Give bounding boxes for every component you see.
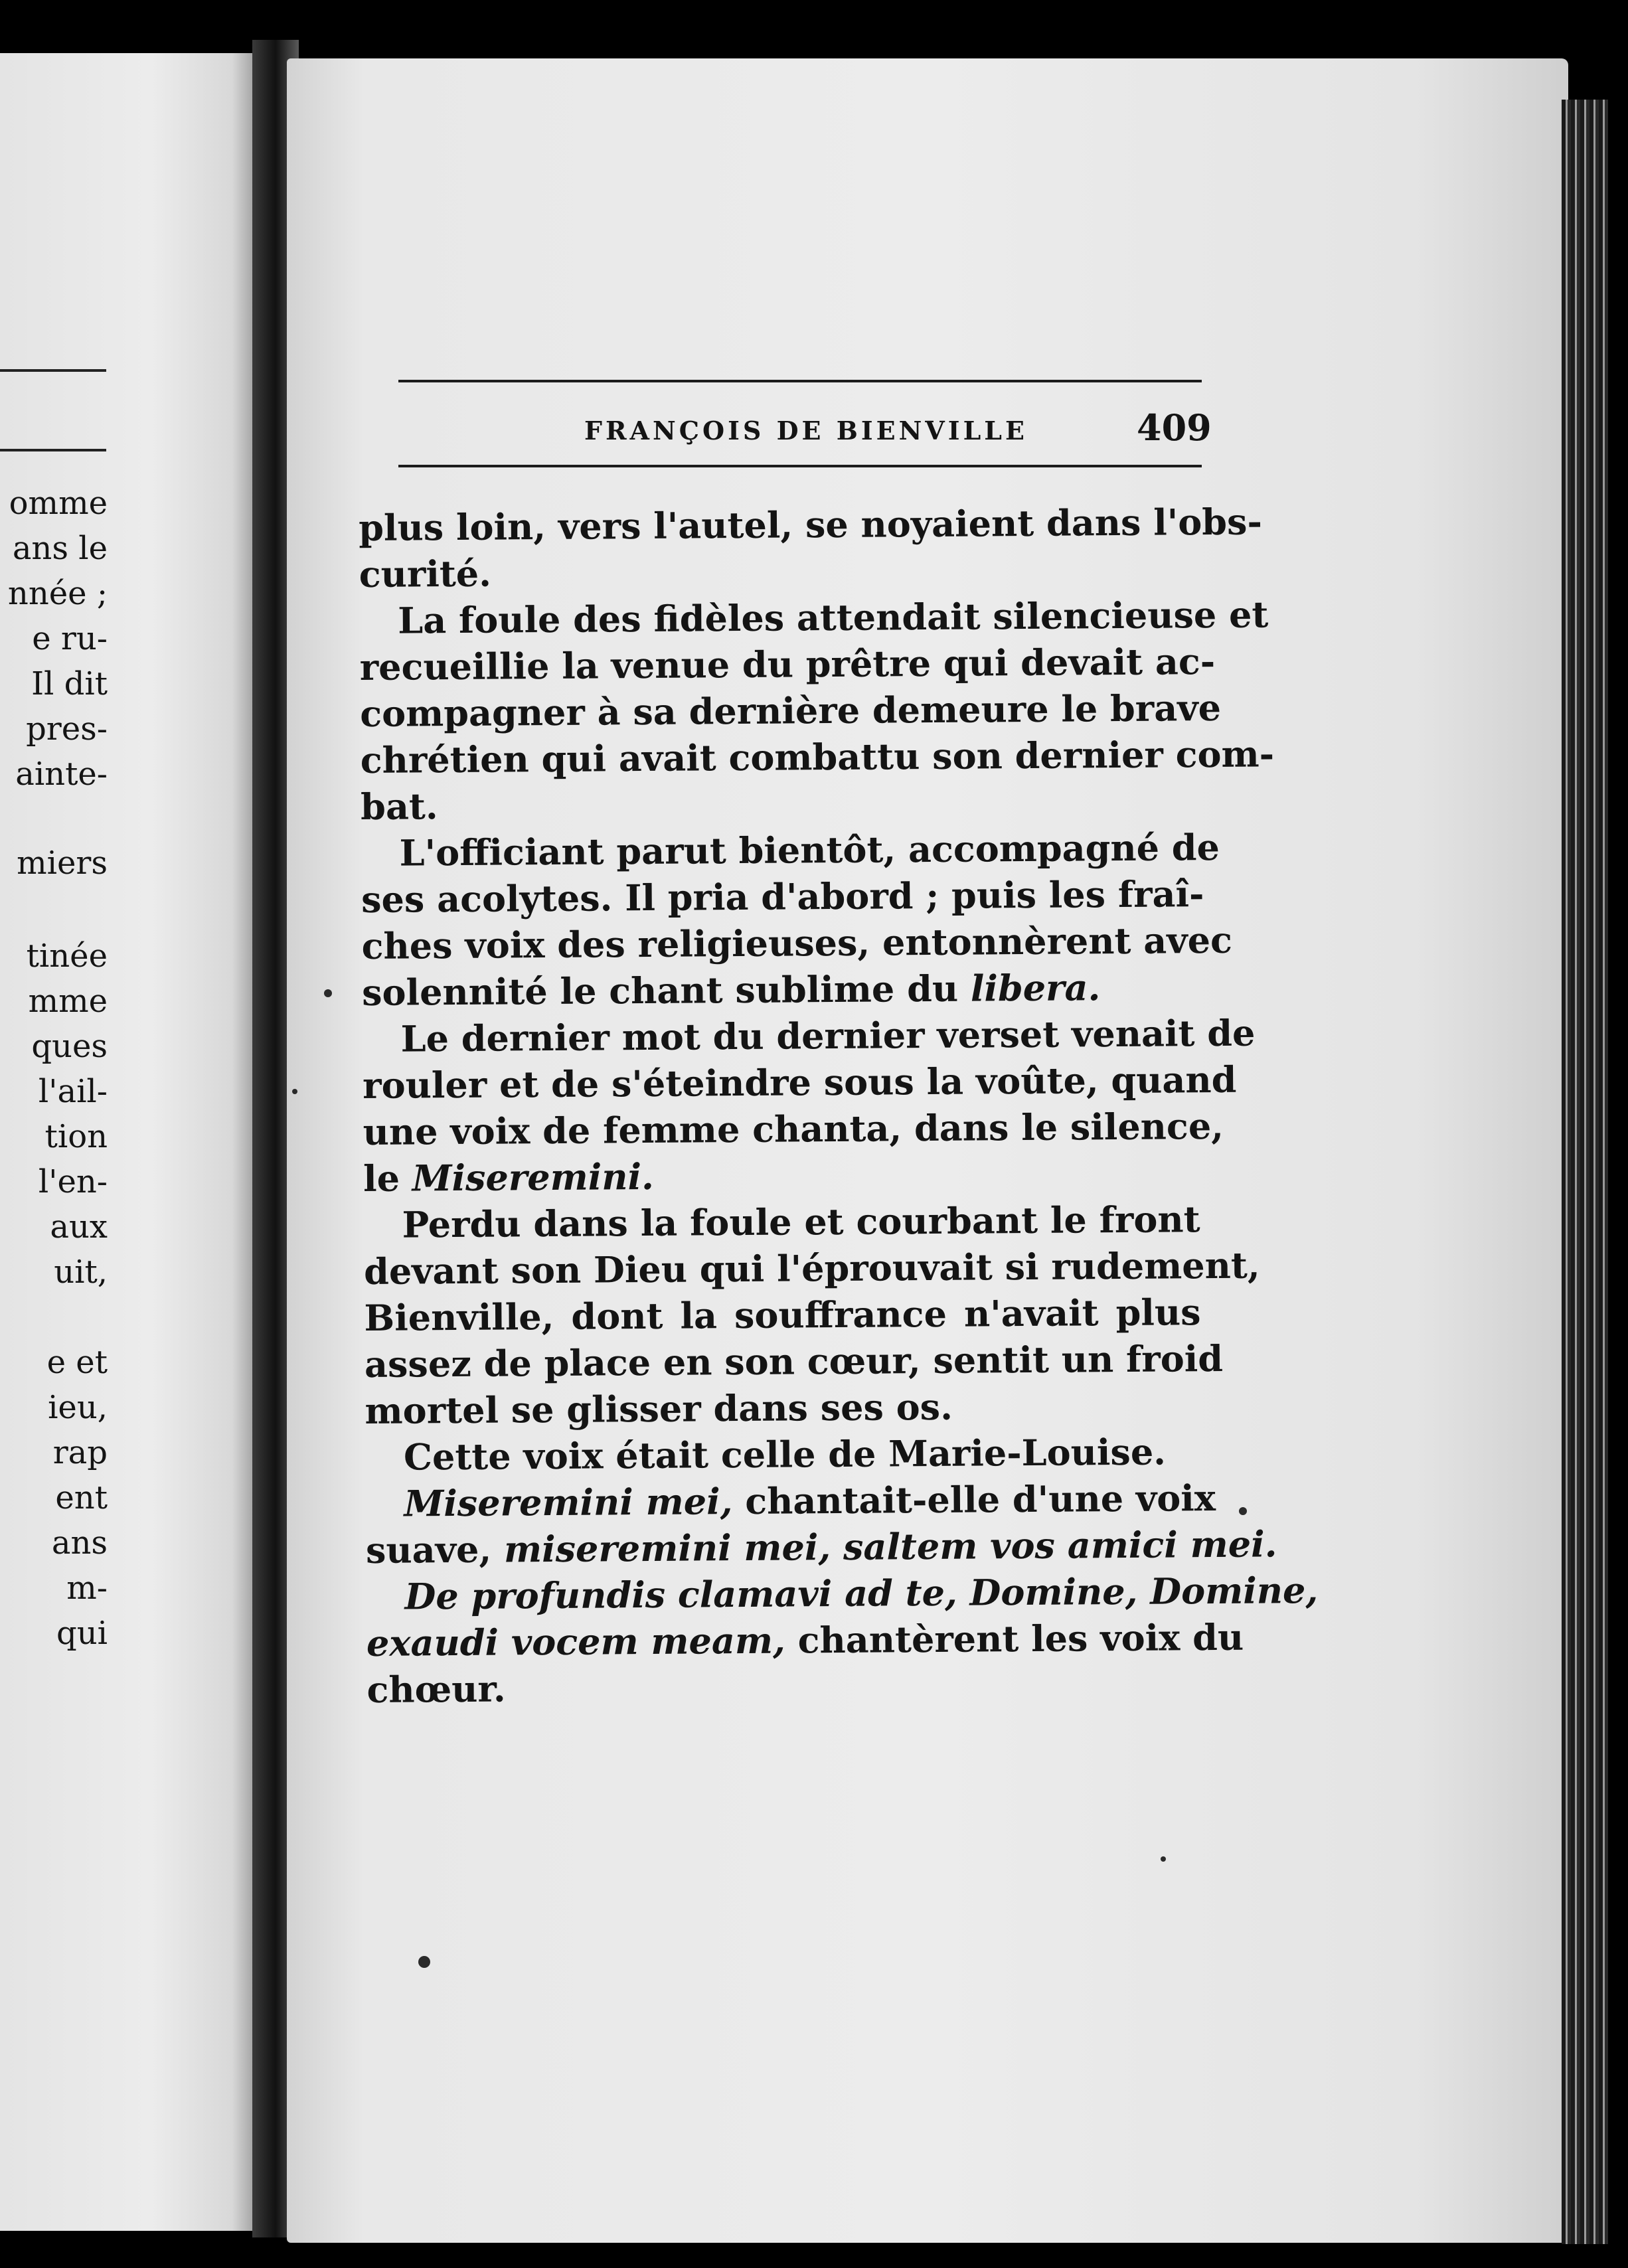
- italic-segment: De profundis clamavi ad te, Domine, Domine,: [404, 1568, 1319, 1618]
- text-line: [363, 1149, 1200, 1202]
- previous-page-fragment: e ru-: [32, 620, 108, 657]
- page-edges: [1562, 100, 1608, 2244]
- text-line: ches voix des religieuses, entonnèrent avec: [361, 918, 1233, 967]
- ink-speck: [292, 1089, 297, 1094]
- body-text: [359, 499, 1319, 1713]
- italic-segment: exaudi vocem meam,: [366, 1619, 786, 1664]
- page-number: 409: [1137, 406, 1212, 449]
- previous-page-fragment: Il dit: [31, 665, 108, 702]
- text-line: [362, 963, 1198, 1016]
- italic-segment: Miseremini mei,: [404, 1480, 733, 1525]
- previous-page-fragment: mme: [28, 983, 108, 1020]
- previous-page-fragment: tinée: [26, 937, 108, 975]
- text-line: ses acolytes. Il pria d'abord ; puis les fraî-: [361, 872, 1204, 921]
- previous-page-fragment: nnée ;: [7, 575, 108, 612]
- text-line: chrétien qui avait combattu son dernier com-: [360, 732, 1275, 781]
- previous-page-fragment: m-: [66, 1570, 108, 1607]
- text-line: curité.: [359, 552, 492, 596]
- header-bottom-rule: [398, 465, 1202, 467]
- previous-page-fragment: ques: [31, 1028, 108, 1065]
- italic-segment: Miseremini.: [412, 1155, 655, 1200]
- text-line: [365, 1475, 1216, 1527]
- previous-page: [0, 53, 252, 2231]
- text-line: chœur.: [366, 1667, 506, 1711]
- previous-page-fragment: ans: [51, 1524, 108, 1562]
- text-line: assez de place en son cœur, sentit un froid: [364, 1336, 1224, 1386]
- previous-page-rule: [0, 369, 106, 372]
- text-line: Le dernier mot du dernier verset venait de: [400, 1011, 1256, 1060]
- previous-page-fragment: l'en-: [38, 1163, 108, 1200]
- text-line: une voix de femme chanta, dans le silence,: [363, 1104, 1224, 1153]
- text-line: Cette voix était celle de Marie-Louise.: [403, 1430, 1167, 1479]
- previous-page-fragment: rap: [52, 1434, 108, 1471]
- ink-speck: [1239, 1507, 1247, 1515]
- ink-speck: [418, 1956, 430, 1968]
- text-segment: le: [363, 1157, 412, 1200]
- ink-speck: [324, 989, 332, 997]
- italic-segment: libera.: [970, 966, 1101, 1010]
- previous-page-fragment: ent: [55, 1479, 108, 1516]
- previous-page-fragment: miers: [17, 845, 108, 882]
- previous-page-fragment: l'ail-: [38, 1073, 108, 1110]
- text-line: L'officiant parut bientôt, accompagné de: [399, 825, 1220, 874]
- text-line: mortel se glisser dans ses os.: [365, 1385, 953, 1432]
- text-line: [365, 1521, 1277, 1574]
- running-title: FRANÇOIS DE BIENVILLE: [584, 416, 1028, 446]
- previous-page-fragment: ans le: [12, 530, 108, 567]
- header-top-rule: [398, 380, 1202, 382]
- previous-page-fragment: qui: [56, 1615, 108, 1652]
- text-segment: chantèrent les voix du: [785, 1615, 1244, 1662]
- text-segment: suave,: [365, 1528, 505, 1572]
- previous-page-fragment: ieu,: [48, 1389, 108, 1426]
- text-line: plus loin, vers l'autel, se noyaient dans l'obs-: [359, 500, 1263, 549]
- text-line: devant son Dieu qui l'éprouvait si rudement,: [363, 1244, 1260, 1293]
- italic-segment: miseremini mei, saltem vos amici mei.: [503, 1522, 1277, 1571]
- previous-page-fragment: ainte-: [15, 756, 108, 793]
- text-line: Bienville, dont la souffrance n'avait plus: [364, 1291, 1201, 1339]
- previous-page-fragment: omme: [9, 485, 108, 522]
- text-line: [366, 1614, 1244, 1666]
- text-line: bat.: [360, 785, 438, 828]
- previous-page-fragment: tion: [44, 1118, 108, 1155]
- text-line: rouler et de s'éteindre sous la voûte, quand: [362, 1058, 1237, 1107]
- text-line: La foule des fidèles attendait silencieuse et: [397, 593, 1269, 642]
- previous-page-fragment: uit,: [54, 1254, 108, 1291]
- previous-page-rule: [0, 449, 106, 451]
- previous-page-fragment: e et: [46, 1344, 108, 1381]
- text-line: [366, 1568, 1319, 1620]
- text-line: compagner à sa dernière demeure le brave: [359, 686, 1222, 735]
- text-segment: solennité le chant sublime du: [361, 967, 971, 1014]
- ink-speck: [1161, 1856, 1166, 1862]
- text-segment: chantait-elle d'une voix: [732, 1477, 1216, 1523]
- text-line: Perdu dans la foule et courbant le front: [402, 1198, 1200, 1246]
- text-line: recueillie la venue du prêtre qui devait ac-: [359, 639, 1216, 688]
- previous-page-fragment: pres-: [26, 710, 108, 748]
- previous-page-fragment: aux: [50, 1208, 108, 1246]
